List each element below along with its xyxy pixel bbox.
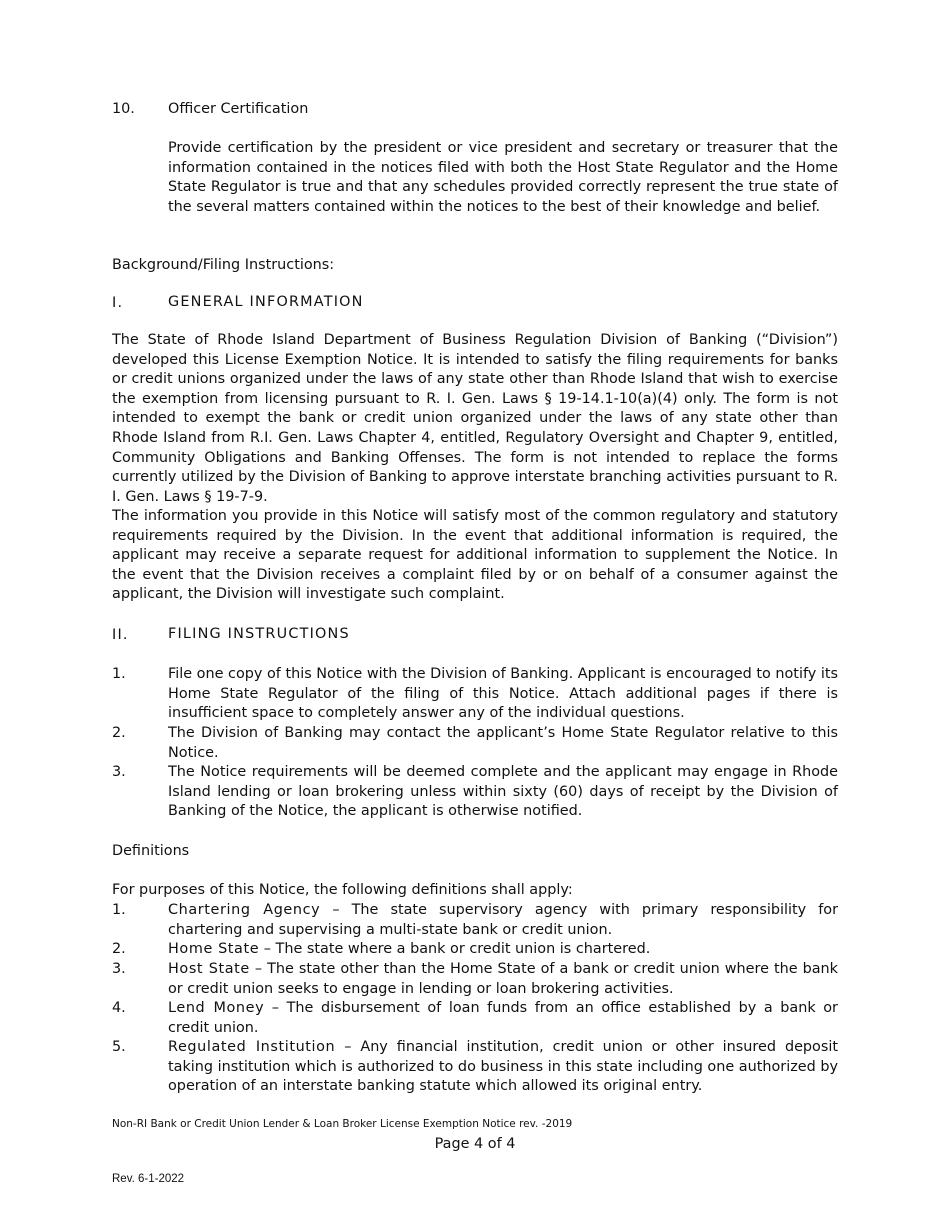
definitions-heading: Definitions xyxy=(112,843,190,859)
section-number: 10. xyxy=(112,101,135,117)
section-title: GENERAL INFORMATION xyxy=(168,294,364,310)
form-footer-note: Non-RI Bank or Credit Union Lender & Loan Broker License Exemption Notice rev. -2019 xyxy=(112,1118,573,1130)
list-item-number: 2. xyxy=(112,941,126,957)
list-item-number: 1. xyxy=(112,902,126,918)
list-item-number: 3. xyxy=(112,764,126,780)
definition-term: Host State xyxy=(168,961,250,977)
page-number: Page 4 of 4 xyxy=(434,1136,516,1152)
definition-text: The state other than the Home State of a bank or credit union where the bank or credit union seeks to engage in lending or loan brokering activities. xyxy=(168,961,838,997)
definition-text: The state where a bank or credit union is chartered. xyxy=(275,941,651,957)
section-title: Officer Certification xyxy=(168,101,309,117)
definition-item xyxy=(168,901,838,940)
list-item: The Notice requirements will be deemed complete and the applicant may engage in Rhode Island lending or loan brokering unless within sixty (60) days of receipt by the Division of Banking of the Notice, the applicant is otherwise notified. xyxy=(168,764,838,820)
definition-term: Home State xyxy=(168,941,260,957)
list-item: The Division of Banking may contact the applicant’s Home State Regulator relative to this Notice. xyxy=(168,725,838,761)
definition-dash: – xyxy=(249,961,268,977)
definition-text: The state supervisory agency with primary responsibility for chartering and supervising a multi-state bank or credit union. xyxy=(168,902,838,938)
definition-item xyxy=(168,960,838,999)
definition-text: Any financial institution, credit union or other insured deposit taking institution which is authorized to do business in this state including one authorized by operation of an interstate banking statute which allowed its original entry. xyxy=(168,1039,839,1095)
definition-dash: – xyxy=(264,1000,287,1016)
list-item-number: 4. xyxy=(112,1000,126,1016)
definition-term: Lend Money xyxy=(168,1000,265,1016)
section-title: FILING INSTRUCTIONS xyxy=(168,626,350,642)
definition-item xyxy=(168,999,838,1038)
list-item-number: 5. xyxy=(112,1039,126,1055)
general-paragraph-2: The information you provide in this Notice will satisfy most of the common regulatory and statutory requirements required by the Division. In the event that additional information is required, the applicant may receive a separate request for additional information to supplement the Notice. In the event that the Division receives a complaint filed by or on behalf of a consumer against the applicant, the Division will investigate such complaint. xyxy=(112,508,838,603)
definition-dash: – xyxy=(335,1039,361,1055)
definition-dash: – xyxy=(320,902,352,918)
definition-text: The disbursement of loan funds from an office established by a bank or credit union. xyxy=(168,1000,838,1036)
list-item-number: 3. xyxy=(112,961,126,977)
officer-cert-body: Provide certification by the president or vice president and secretary or treasurer that the information contained in the notices filed with both the Host State Regulator and the Home State Regulator is true and that any schedules provided correctly represent the true state of the several matters contained within the notices to the best of their knowledge and belief. xyxy=(168,140,838,215)
revision-date: Rev. 6-1-2022 xyxy=(112,1173,185,1185)
definition-term: Chartering Agency xyxy=(168,902,321,918)
list-item-number: 1. xyxy=(112,666,126,682)
list-item-number: 2. xyxy=(112,725,126,741)
list-item: File one copy of this Notice with the Division of Banking. Applicant is encouraged to notify its Home State Regulator of the filing of this Notice. Attach additional pages if there is insufficient space to completely answer any of the individual questions. xyxy=(168,666,838,722)
definition-item xyxy=(168,940,838,960)
definition-term: Regulated Institution xyxy=(168,1039,336,1055)
general-paragraph-1: The State of Rhode Island Department of Business Regulation Division of Banking (“Division”) developed this License Exemption Notice. It is intended to satisfy the filing requirements for banks or credit unions organized under the laws of any state other than Rhode Island that wish to exercise the exemption from licensing pursuant to R. I. Gen. Laws § 19-14.1-10(a)(4) only. The form is not intended to exempt the bank or credit union organized under the laws of any state other than Rhode Island from R.I. Gen. Laws Chapter 4, entitled, Regulatory Oversight and Chapter 9, entitled, Community Obligations and Banking Offenses. The form is not intended to replace the forms currently utilized by the Division of Banking to approve interstate branching activities pursuant to R. I. Gen. Laws § 19-7-9. xyxy=(112,332,838,505)
background-heading: Background/Filing Instructions: xyxy=(112,257,335,273)
definition-dash: – xyxy=(259,941,276,957)
definition-item xyxy=(168,1038,838,1097)
section-number: I. xyxy=(112,295,124,311)
section-number: II. xyxy=(112,627,129,643)
definitions-intro: For purposes of this Notice, the following definitions shall apply: xyxy=(112,882,573,898)
